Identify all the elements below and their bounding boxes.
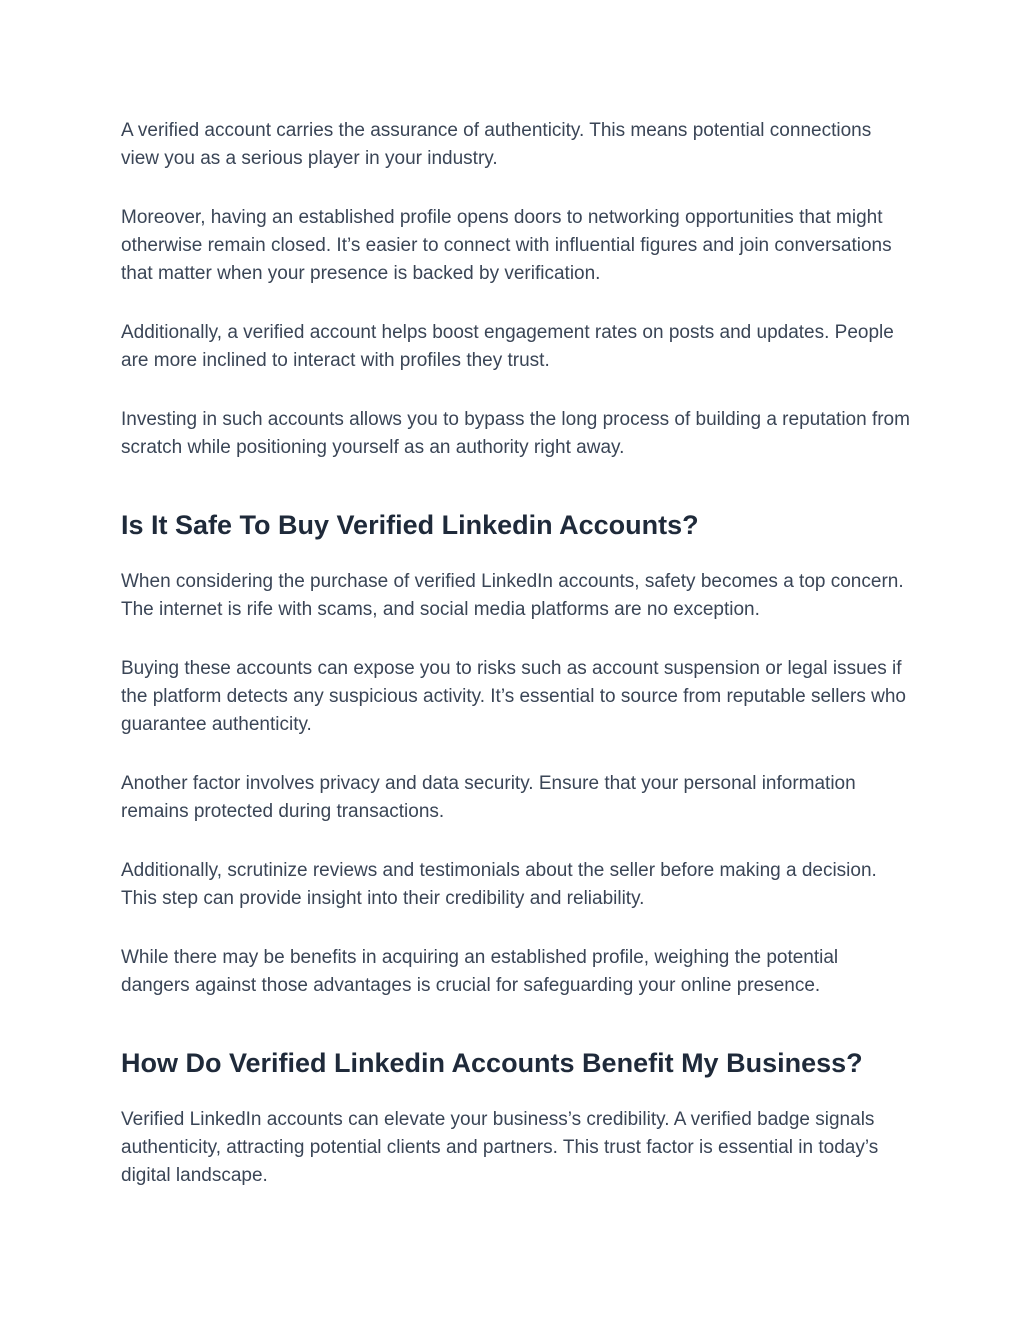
safety-paragraph-5: While there may be benefits in acquiring an established profile, weighing the potential dangers against those advantages is crucial for safeguarding your online presence. bbox=[121, 947, 839, 996]
safety-paragraph-4: Additionally, scrutinize reviews and testimonials about the seller before making a decision. This step can provide insight into their credibility and reliability. bbox=[121, 860, 877, 909]
intro-paragraph-2: Moreover, having an established profile opens doors to networking opportunities that might otherwise remain closed. It’s easier to connect with influential figures and join conversations that matter when your presence is backed by verification. bbox=[121, 207, 892, 284]
safety-paragraph-3: Another factor involves privacy and data security. Ensure that your personal information remains protected during transactions. bbox=[121, 773, 856, 822]
intro-paragraph-3: Additionally, a verified account helps boost engagement rates on posts and updates. People are more inclined to interact with profiles they trust. bbox=[121, 322, 894, 371]
section-benefits bbox=[121, 1045, 911, 1190]
benefits-paragraph-1: Verified LinkedIn accounts can elevate your business’s credibility. A verified badge signals authenticity, attracting potential clients and partners. This trust factor is essential in today’s digital landscape. bbox=[121, 1109, 879, 1186]
safety-paragraph-2: Buying these accounts can expose you to risks such as account suspension or legal issues if the platform detects any suspicious activity. It’s essential to source from reputable sellers who guarantee authenticity. bbox=[121, 658, 906, 735]
intro-paragraph-4: Investing in such accounts allows you to bypass the long process of building a reputation from scratch while positioning yourself as an authority right away. bbox=[121, 409, 910, 458]
section-safety bbox=[121, 507, 911, 1000]
intro-paragraph-1: A verified account carries the assurance of authenticity. This means potential connections view you as a serious player in your industry. bbox=[121, 120, 872, 169]
section-heading-benefits: How Do Verified Linkedin Accounts Benefit My Business? bbox=[121, 1048, 863, 1078]
section-heading-safety: Is It Safe To Buy Verified Linkedin Accounts? bbox=[121, 510, 699, 540]
document-page bbox=[121, 117, 911, 1221]
safety-paragraph-1: When considering the purchase of verified LinkedIn accounts, safety becomes a top concern. The internet is rife with scams, and social media platforms are no exception. bbox=[121, 571, 904, 620]
